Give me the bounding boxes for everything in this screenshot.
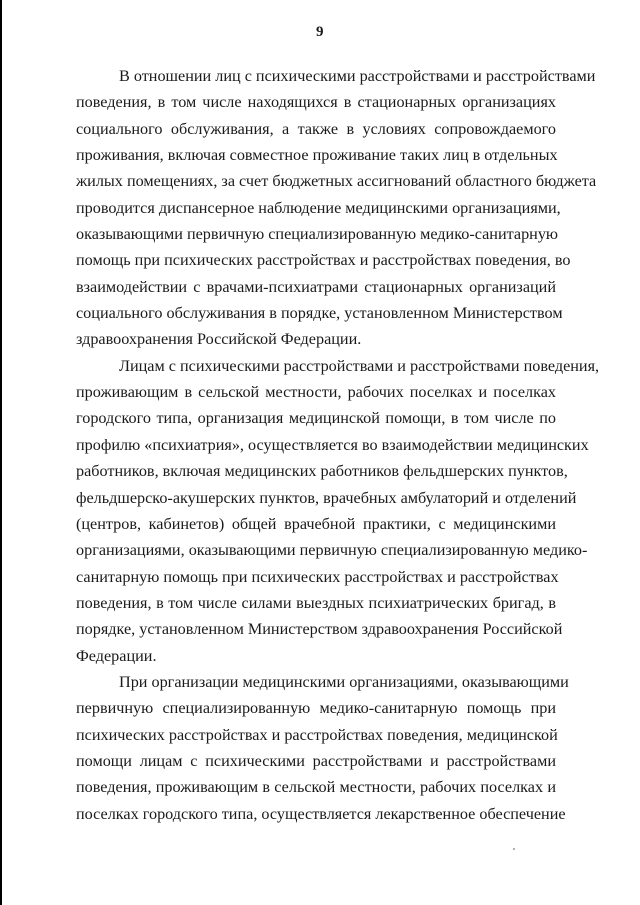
text-line: поведения, в том числе силами выездных психиатрических бригад, в [76, 593, 556, 612]
text-line: жилых помещениях, за счет бюджетных ассигнований областного бюджета [76, 172, 597, 191]
text-line: организациями, оказывающими первичную специализированную медико- [76, 541, 588, 560]
text-line: помощи лицам с психическими расстройствами и расстройствами [76, 751, 556, 770]
text-line: проживающим в сельской местности, рабочих поселках и поселках [76, 383, 556, 402]
text-line: поселках городского типа, осуществляется лекарственное обеспечение [76, 804, 566, 823]
text-line: поведения, проживающим в сельской местности, рабочих поселках и [76, 778, 556, 797]
text-line: помощь при психических расстройствах и расстройствах поведения, во [76, 251, 571, 270]
scan-speck [513, 848, 515, 850]
text-line: первичную специализированную медико-санитарную помощь при [76, 699, 556, 718]
paragraph-3 [76, 669, 569, 827]
paragraph-1 [76, 63, 597, 353]
paragraph-2 [76, 353, 600, 669]
scan-left-edge [0, 0, 2, 905]
text-line: социального обслуживания в порядке, установленном Министерством [76, 304, 563, 323]
page-number: 9 [316, 24, 324, 40]
text-line: порядке, установленном Министерством здравоохранения Российской [76, 620, 563, 639]
text-line: работников, включая медицинских работников фельдшерских пунктов, [76, 462, 568, 481]
text-line: Лицам с психическими расстройствами и расстройствами поведения, [119, 356, 600, 375]
text-line: оказывающими первичную специализированную медико-санитарную [76, 225, 559, 244]
text-line: поведения, в том числе находящихся в стационарных организациях [76, 93, 556, 112]
text-line: проживания, включая совместное проживание таких лиц в отдельных [76, 146, 558, 165]
text-line: В отношении лиц с психическими расстройствами и расстройствами [119, 67, 596, 85]
text-line: городского типа, организация медицинской помощи, в том числе по [76, 409, 556, 428]
text-line: взаимодействии с врачами-психиатрами стационарных организаций [76, 277, 556, 296]
text-line: фельдшерско-акушерских пунктов, врачебных амбулаторий и отделений [76, 488, 577, 507]
text-line: При организации медицинскими организациями, оказывающими [119, 672, 569, 691]
text-line: проводится диспансерное наблюдение медицинскими организациями, [76, 198, 561, 217]
document-body [76, 63, 600, 827]
text-line: профилю «психиатрия», осуществляется во взаимодействии медицинских [76, 435, 589, 454]
text-line: (центров, кабинетов) общей врачебной практики, с медицинскими [76, 514, 556, 533]
text-line: социального обслуживания, а также в условиях сопровождаемого [76, 119, 556, 138]
text-line: психических расстройствах и расстройствах поведения, медицинской [76, 725, 558, 744]
text-line: здравоохранения Российской Федерации. [76, 330, 362, 349]
text-line: санитарную помощь при психических расстройствах и расстройствах [76, 567, 559, 586]
text-line: Федерации. [76, 646, 157, 665]
